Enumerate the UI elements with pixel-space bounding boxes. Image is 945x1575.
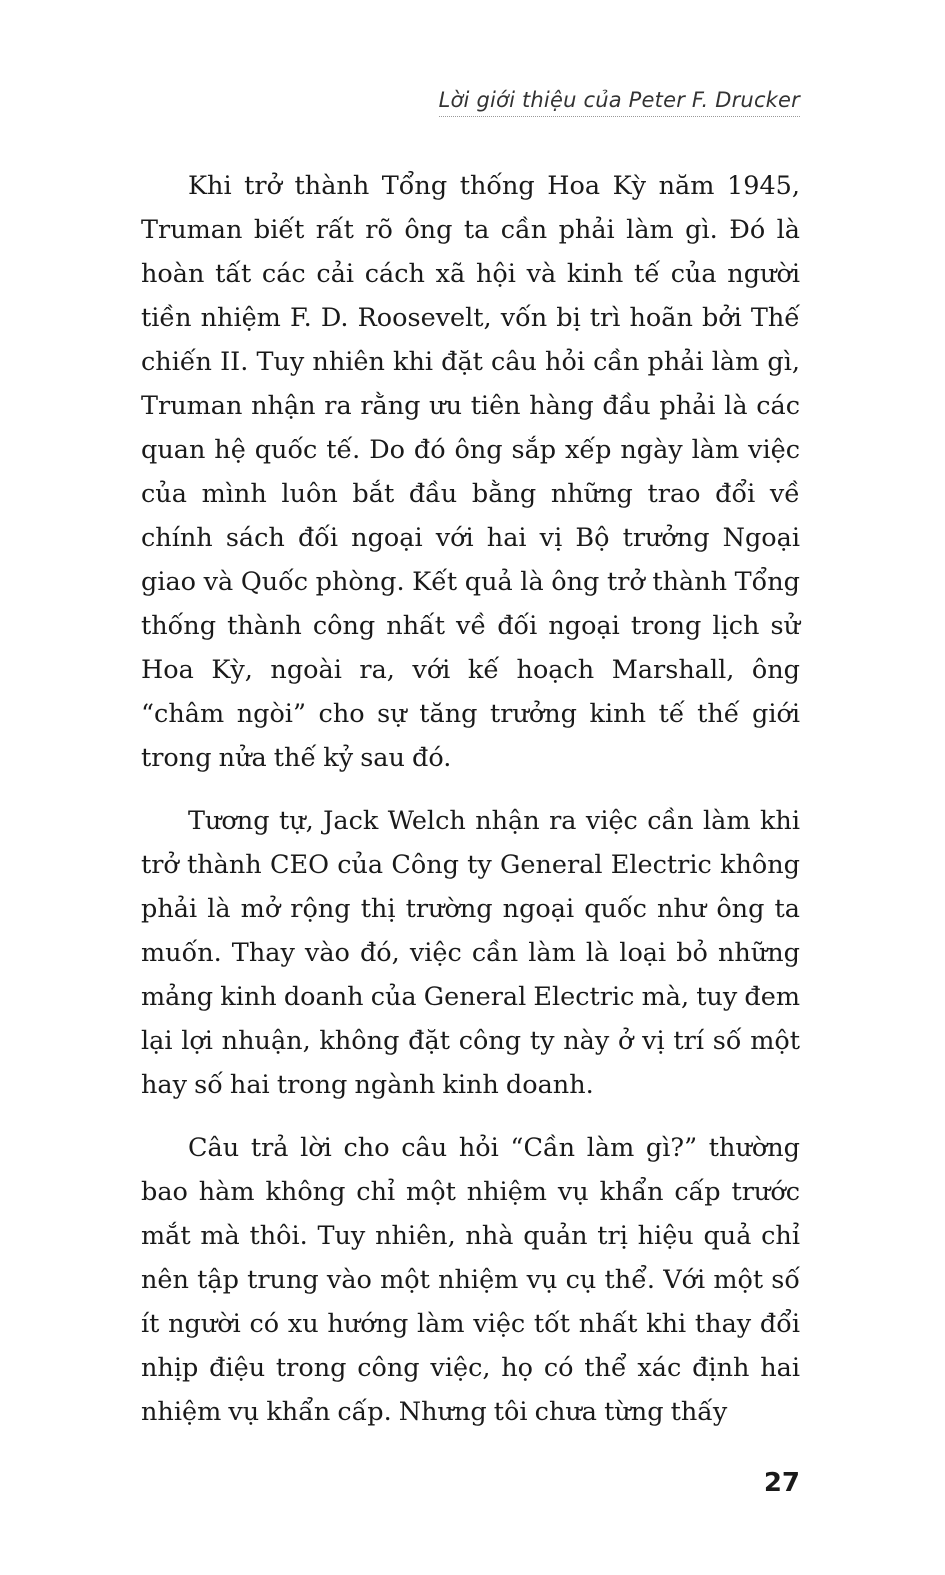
paragraph-truman: Khi trở thành Tổng thống Hoa Kỳ năm 1945, Truman biết rất rõ ông ta cần phải làm gì. Đó là hoàn tất các cải cách xã hội và kinh tế của người tiền nhiệm F. D. Roosevelt, vốn bị trì hoãn bởi Thế chiến II. Tuy nhiên khi đặt câu hỏi cần phải làm gì, Truman nhận ra rằng ưu tiên hàng đầu phải là các quan hệ quốc tế. Do đó ông sắp xếp ngày làm việc của mình luôn bắt đầu bằng những trao đổi về chính sách đối ngoại với hai vị Bộ trưởng Ngoại giao và Quốc phòng. Kết quả là ông trở thành Tổng thống thành công nhất về đối ngoại trong lịch sử Hoa Kỳ, ngoài ra, với kế hoạch Marshall, ông “châm ngòi” cho sự tăng trưởng kinh tế thế giới trong nửa thế kỷ sau đó. (141, 171, 800, 773)
body-text (141, 164, 800, 1434)
page-number: 27 (763, 1468, 800, 1498)
running-header: Lời giới thiệu của Peter F. Drucker (439, 88, 800, 117)
paragraph-what-needs-doing: Câu trả lời cho câu hỏi “Cần làm gì?” thường bao hàm không chỉ một nhiệm vụ khẩn cấp trước mắt mà thôi. Tuy nhiên, nhà quản trị hiệu quả chỉ nên tập trung vào một nhiệm vụ cụ thể. Với một số ít người có xu hướng làm việc tốt nhất khi thay đổi nhịp điệu trong công việc, họ có thể xác định hai nhiệm vụ khẩn cấp. Nhưng tôi chưa từng thấy (141, 1133, 800, 1427)
paragraph-jack-welch: Tương tự, Jack Welch nhận ra việc cần làm khi trở thành CEO của Công ty General Electric không phải là mở rộng thị trường ngoại quốc như ông ta muốn. Thay vào đó, việc cần làm là loại bỏ những mảng kinh doanh của General Electric mà, tuy đem lại lợi nhuận, không đặt công ty này ở vị trí số một hay số hai trong ngành kinh doanh. (141, 806, 800, 1100)
